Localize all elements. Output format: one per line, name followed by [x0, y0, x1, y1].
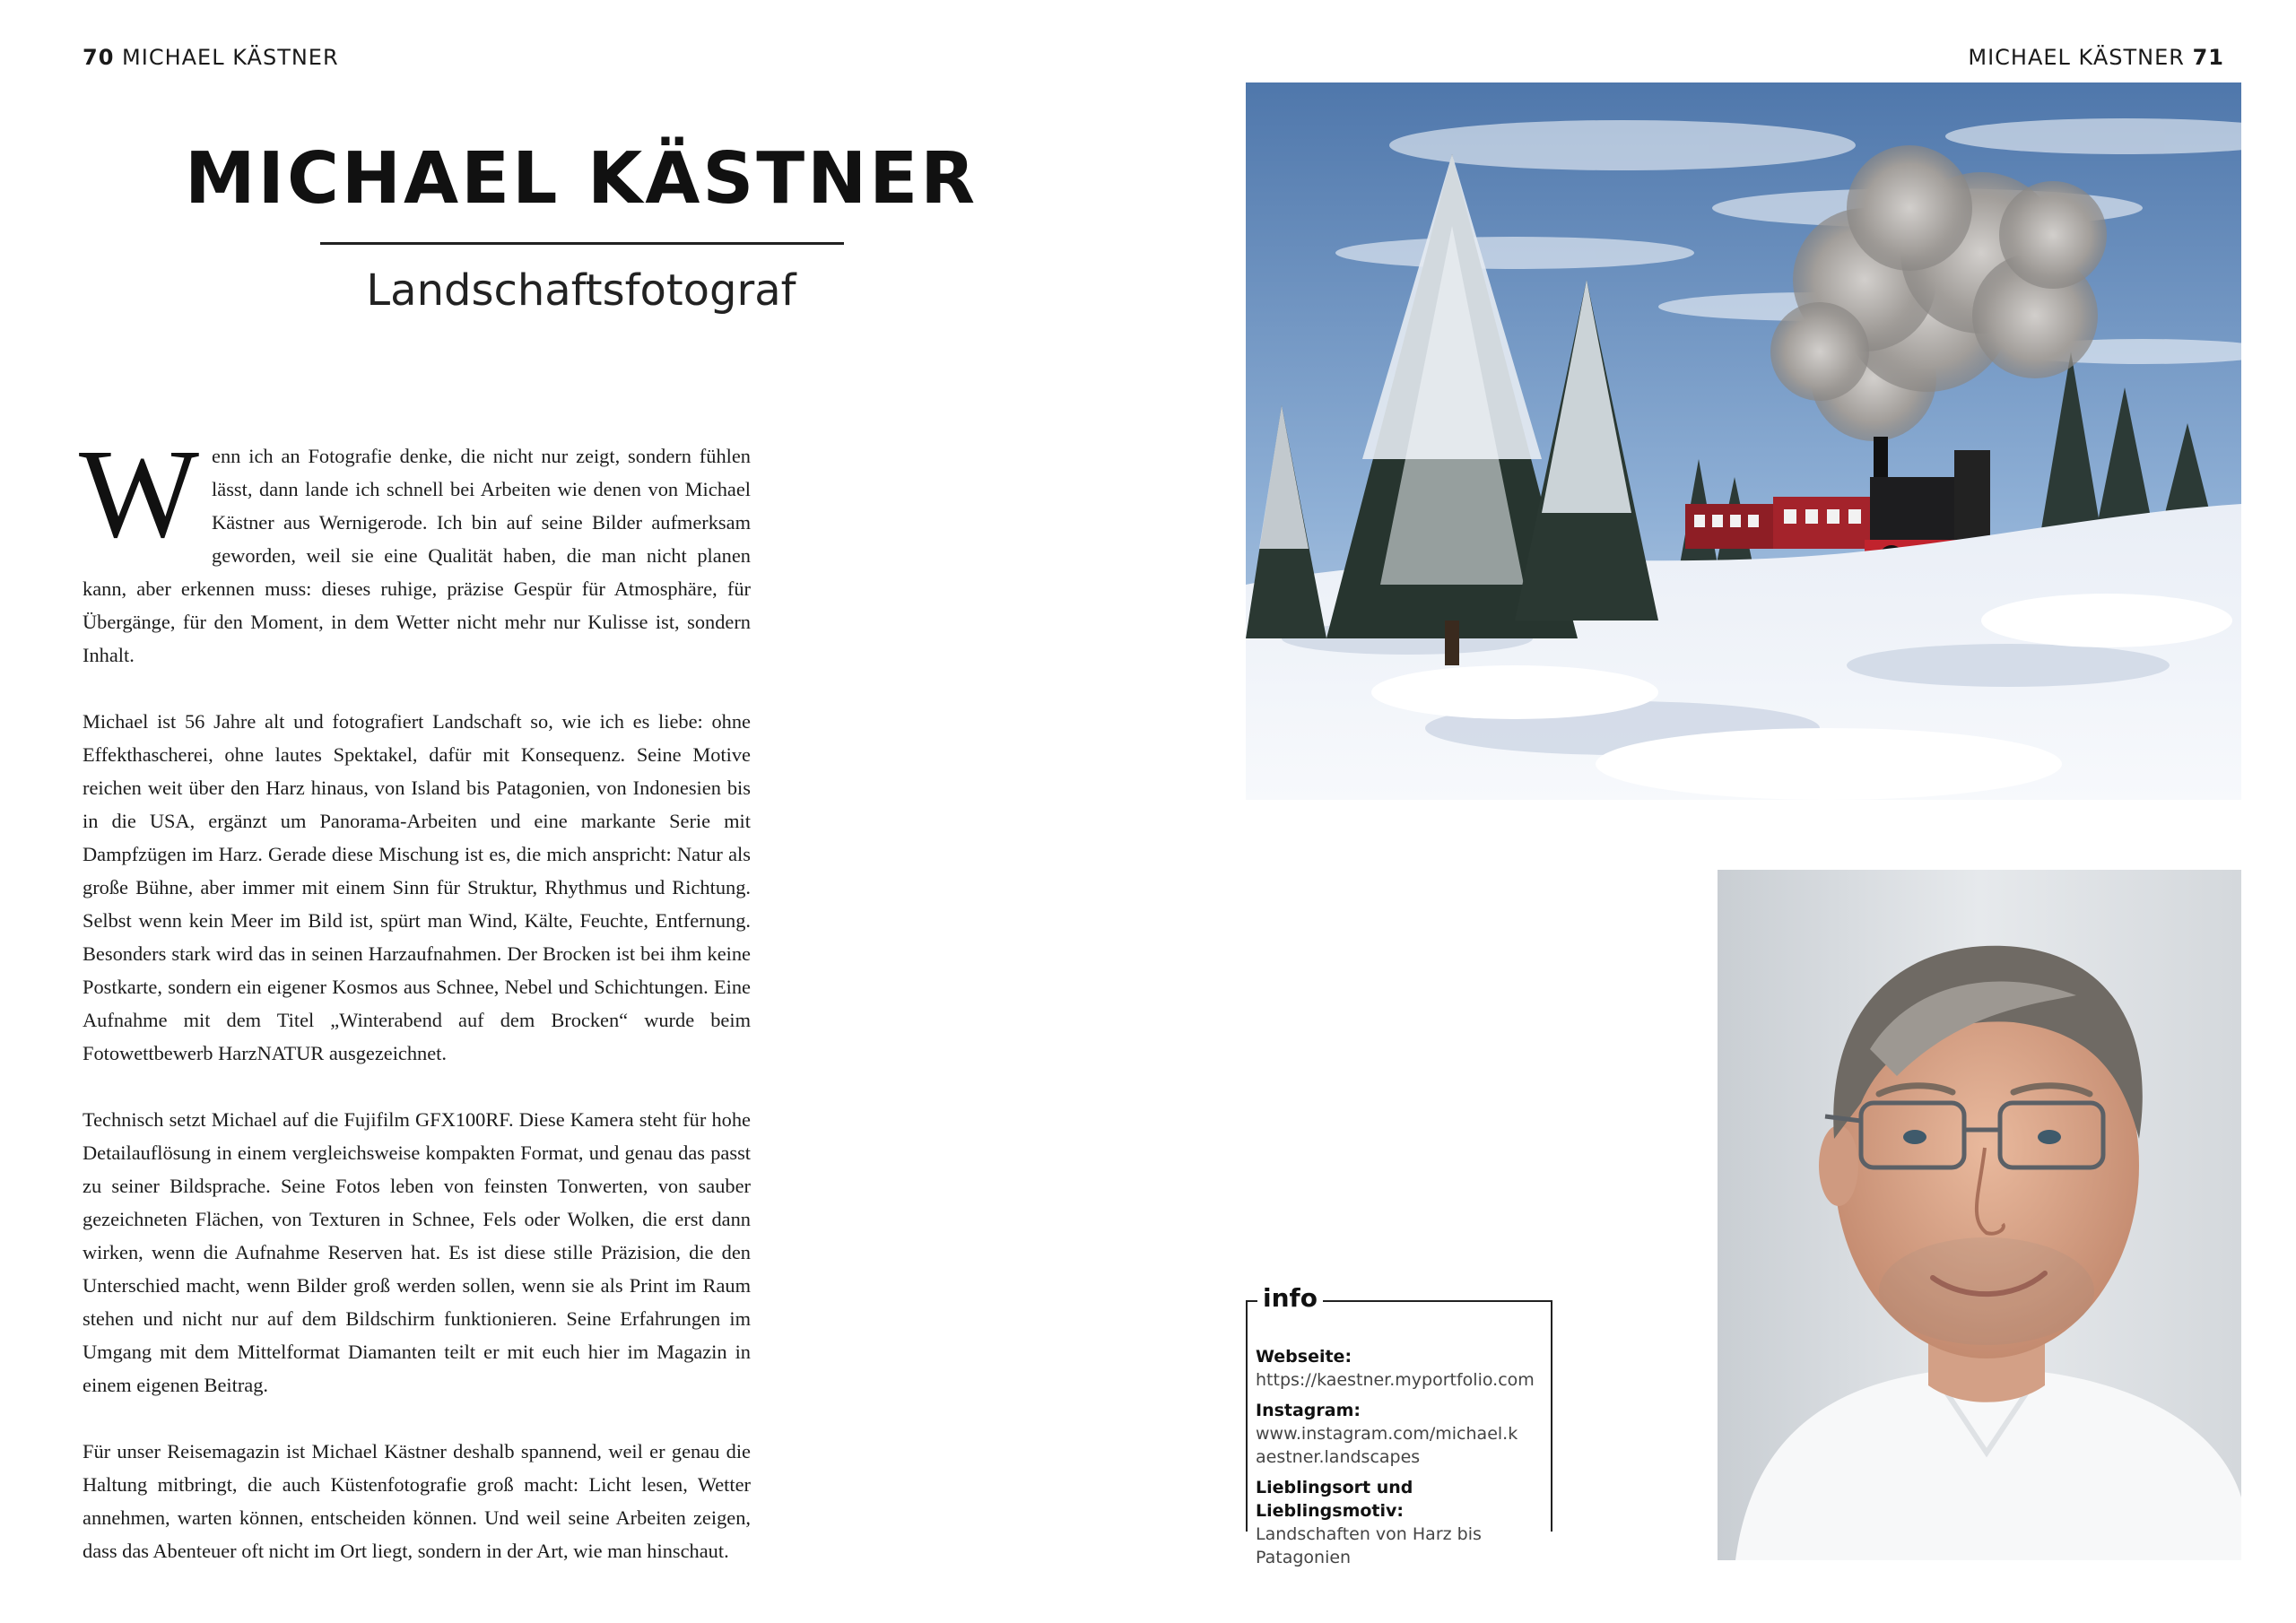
- favorite-value: Landschaften von Harz bis Patagonien: [1256, 1524, 1482, 1567]
- instagram-label: Instagram:: [1256, 1401, 1361, 1420]
- favorite-label: Lieblingsort und Lieblingsmotiv:: [1256, 1478, 1413, 1521]
- website-label: Webseite:: [1256, 1347, 1352, 1367]
- right-running-title: MICHAEL KÄSTNER: [1968, 45, 2185, 70]
- steam-train-photo: [1246, 82, 2241, 800]
- article-title: MICHAEL KÄSTNER: [184, 137, 978, 220]
- instagram-link[interactable]: www.instagram.com/michael.kaestner.landscapes: [1256, 1424, 1518, 1467]
- website-link[interactable]: https://kaestner.myportfolio.com: [1256, 1370, 1535, 1390]
- paragraph-1-text: enn ich an Fotografie denke, die nicht nur zeigt, sondern fühlen lässt, dann lande ich schnell bei Arbeiten wie denen von Michael Kästner aus Wernigerode. Ich bin auf seine Bilder aufmerksam geworden, weil sie eine Qualität haben, die man nicht planen kann, aber erkennen muss: dieses ruhige, präzise Gespür für Atmosphäre, für Übergänge, für den Moment, in dem Wetter nicht mehr nur Kulisse ist, sondern Inhalt.: [83, 445, 751, 666]
- paragraph-1: [79, 422, 751, 672]
- info-heading: info: [1257, 1283, 1323, 1314]
- right-folio: [1968, 45, 2224, 70]
- left-page-number: 70: [83, 45, 115, 70]
- article-body: [79, 422, 751, 1601]
- title-divider: [320, 242, 844, 245]
- info-content: [1256, 1345, 1552, 1569]
- article-subtitle: Landschaftsfotograf: [366, 265, 796, 316]
- drop-cap: W: [79, 422, 200, 564]
- right-page-number: 71: [2192, 45, 2224, 70]
- paragraph-4: Für unser Reisemagazin ist Michael Kästner deshalb spannend, weil er genau die Haltung mitbringt, die auch Küstenfotografie groß macht: Licht lesen, Wetter annehmen, warten können, entscheiden können. Und weil seine Arbeiten zeigen, dass das Abenteuer oft nicht im Ort liegt, sondern in der Art, wie man hinschaut.: [83, 1440, 751, 1562]
- paragraph-3: Technisch setzt Michael auf die Fujifilm GFX100RF. Diese Kamera steht für hohe Detailauflösung in einem vergleichsweise kompakten Format, und genau das passt zu seiner Bildsprache. Seine Fotos leben von feinsten Tonwerten, von sauber gezeichneten Flächen, von Texturen in Schnee, Fels oder Wolken, die erst dann wirken, wenn die Aufnahme Reserven hat. Es ist diese stille Präzision, die den Unterschied macht, wenn Bilder groß werden sollen, wenn sie als Print im Raum stehen und nicht nur auf dem Bildschirm funktionieren. Seine Erfahrungen im Umgang mit dem Mittelformat Diamanten teilt er mit euch hier im Magazin in einem eigenen Beitrag.: [83, 1108, 751, 1396]
- left-folio: [83, 45, 339, 70]
- paragraph-2: Michael ist 56 Jahre alt und fotografiert Landschaft so, wie ich es liebe: ohne Effekthascherei, ohne lautes Spektakel, dafür mit Konsequenz. Seine Motive reichen weit über den Harz hinaus, von Island bis Patagonien, von Indonesien bis in die USA, ergänzt um Panorama-Arbeiten und eine markante Serie mit Dampfzügen im Harz. Gerade diese Mischung ist es, die mich anspricht: Natur als große Bühne, aber immer mit einem Sinn für Struktur, Rhythmus und Richtung. Selbst wenn kein Meer im Bild ist, spürt man Wind, Kälte, Feuchte, Entfernung. Besonders stark wird das in seinen Harzaufnahmen. Der Brocken ist bei ihm keine Postkarte, sondern ein eigener Kosmos aus Schnee, Nebel und Schichtungen. Eine Aufnahme mit dem Titel „Winterabend auf dem Brocken“ wurde beim Fotowettbewerb HarzNATUR ausgezeichnet.: [83, 710, 751, 1064]
- portrait-photo: [1718, 870, 2241, 1560]
- left-running-title: MICHAEL KÄSTNER: [122, 45, 339, 70]
